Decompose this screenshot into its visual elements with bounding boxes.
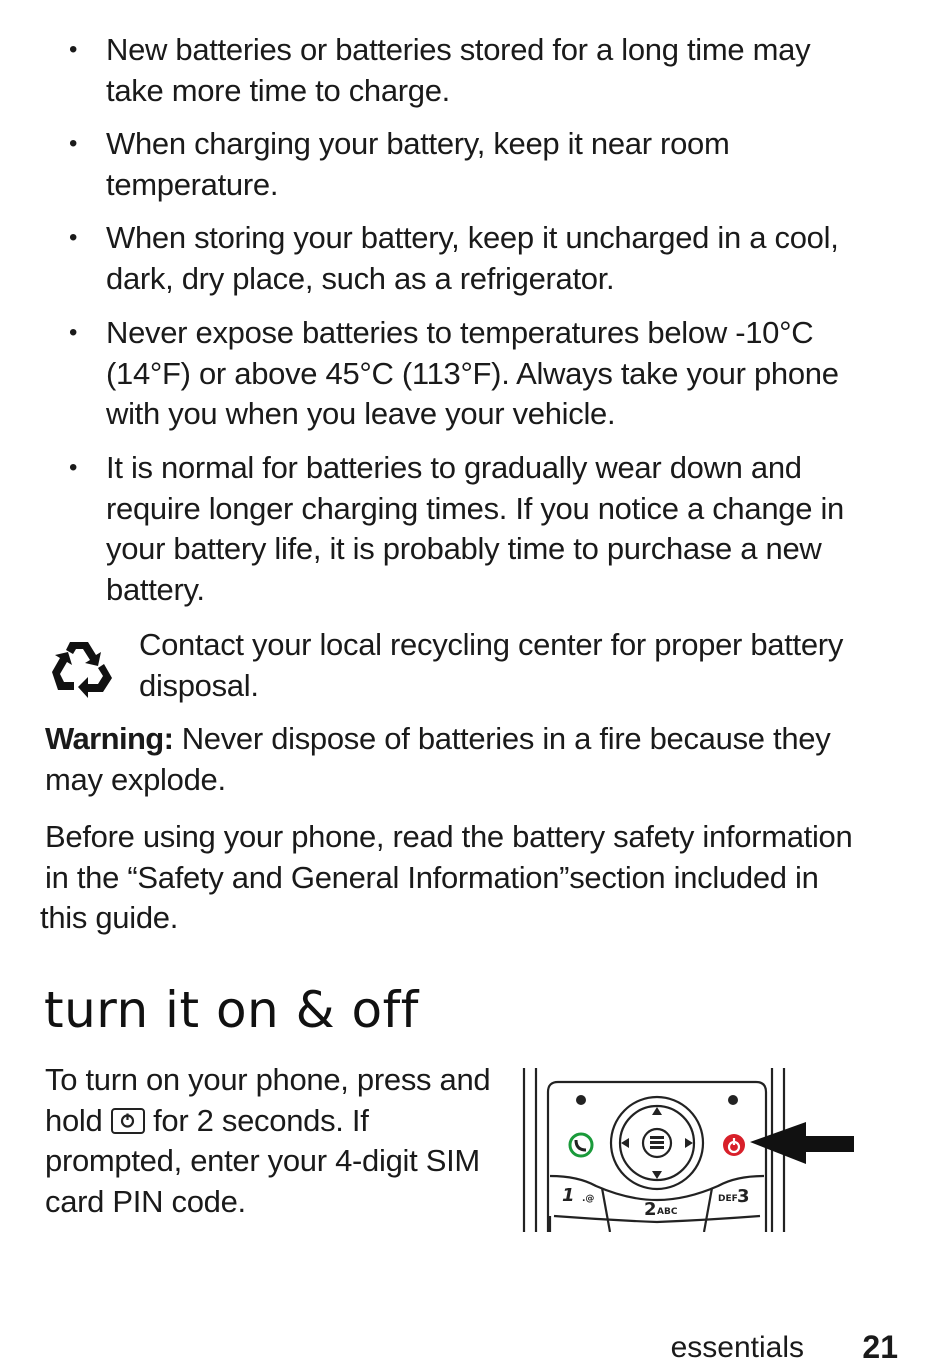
instruction-line: for 2 seconds. If xyxy=(153,1102,369,1138)
bullet-line: When storing your battery, keep it uncharged in a cool, xyxy=(106,220,839,255)
warning-text: Never dispose of batteries in a fire because they xyxy=(181,721,831,756)
power-instructions xyxy=(45,1060,515,1222)
recycling-note xyxy=(139,625,899,706)
section-heading: turn it on & off xyxy=(44,981,419,1039)
safety-line: in the “Safety and General Information”section included in xyxy=(45,859,819,895)
bullet-line: (14°F) or above 45°C (113°F). Always take your phone xyxy=(106,355,839,391)
key-three-letters: DEF xyxy=(718,1194,738,1204)
bullet-marker: • xyxy=(69,454,78,481)
safety-line: Before using your phone, read the battery safety information xyxy=(45,819,853,854)
list-item xyxy=(69,313,866,435)
bullet-marker: • xyxy=(69,130,78,157)
bullet-line: It is normal for batteries to gradually wear down and xyxy=(106,450,802,485)
key-two-letters: ABC xyxy=(657,1207,678,1217)
bullet-line: Never expose batteries to temperatures below -10°C xyxy=(106,315,814,350)
instruction-line: card PIN code. xyxy=(45,1183,246,1219)
safety-line: this guide. xyxy=(40,900,179,935)
list-item xyxy=(69,124,866,205)
page-number: 21 xyxy=(862,1329,898,1365)
recycle-icon xyxy=(48,638,114,700)
instruction-line: To turn on your phone, press and xyxy=(45,1062,491,1097)
warning-label: Warning: xyxy=(45,721,174,756)
instruction-line: hold xyxy=(45,1102,103,1138)
bullet-line: New batteries or batteries stored for a long time may xyxy=(106,32,811,67)
bullet-marker: • xyxy=(69,36,78,63)
safety-paragraph xyxy=(40,817,920,939)
list-item xyxy=(69,448,866,610)
bullet-marker: • xyxy=(69,319,78,346)
bullet-line: require longer charging times. If you notice a change in xyxy=(106,490,844,526)
footer-section-name: essentials xyxy=(670,1331,804,1364)
bullet-line: dark, dry place, such as a refrigerator. xyxy=(106,260,615,296)
recycling-line: disposal. xyxy=(139,667,259,703)
bullet-line: your battery life, it is probably time to purchase a new xyxy=(106,531,822,566)
bullet-line: When charging your battery, keep it near room xyxy=(106,126,730,161)
key-two-label: 2 xyxy=(644,1199,657,1220)
bullet-line: take more time to charge. xyxy=(106,72,450,108)
instruction-line: prompted, enter your 4-digit SIM xyxy=(45,1143,480,1178)
key-three-label: 3 xyxy=(737,1186,750,1207)
recycling-line: Contact your local recycling center for proper battery xyxy=(139,627,844,662)
bullet-line: temperature. xyxy=(106,166,279,202)
svg-text:.@: .@ xyxy=(582,1194,595,1204)
list-item xyxy=(69,30,866,111)
bullet-line: battery. xyxy=(106,571,205,607)
list-item xyxy=(69,218,866,299)
bullet-line: with you when you leave your vehicle. xyxy=(106,396,616,431)
warning-paragraph xyxy=(45,719,905,800)
power-end-key-icon xyxy=(111,1108,145,1134)
phone-keypad-illustration xyxy=(518,1064,860,1232)
key-one-label: 1 xyxy=(562,1185,575,1206)
bullet-marker: • xyxy=(69,224,78,251)
warning-text: may explode. xyxy=(45,761,226,797)
